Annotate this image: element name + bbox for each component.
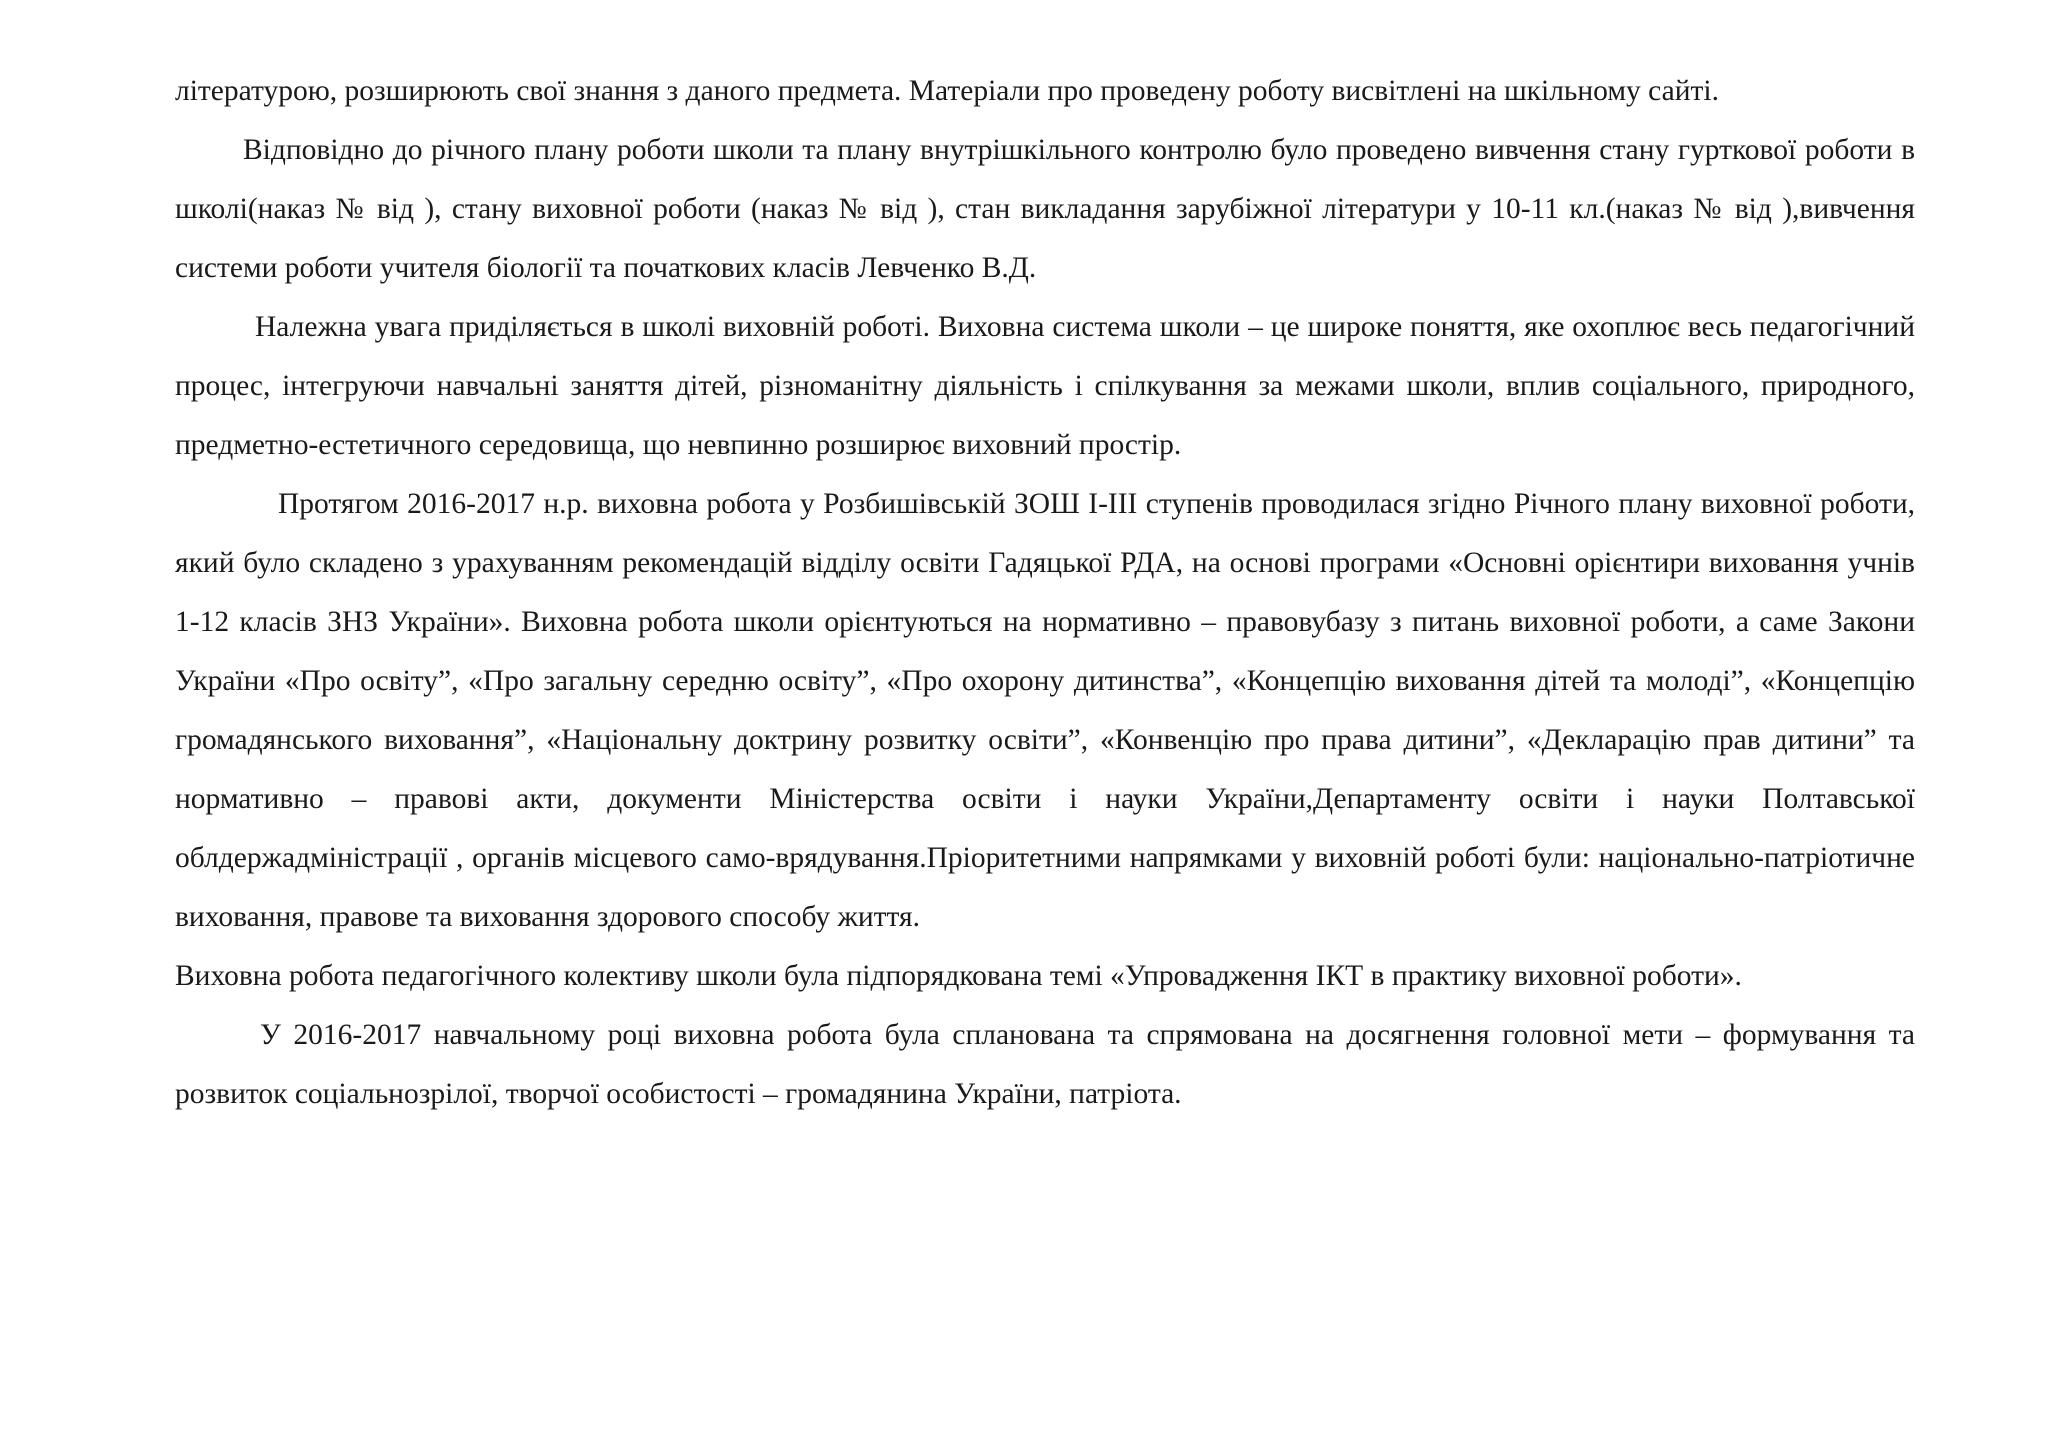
paragraph-6: У 2016-2017 навчальному році виховна робота була спланована та спрямована на досягнення головної мети – формування та розвиток соціальнозрілої, творчої особистості – громадянина України, патріота. bbox=[175, 1019, 1915, 1110]
paragraph-3: Належна увага приділяється в школі виховній роботі. Виховна система школи – це широке поняття, яке охоплює весь педагогічний процес, інтегруючи навчальні заняття дітей, різноманітну діяльність і спілкування за межами школи, вплив соціального, природного, предметно-естетичного середовища, що невпинно розширює виховний простір. bbox=[175, 311, 1915, 461]
paragraph-4: Протягом 2016-2017 н.р. виховна робота у Розбишівській ЗОШ І-ІІІ ступенів проводилася згідно Річного плану виховної роботи, який було складено з урахуванням рекомендацій відділу освіти Гадяцької РДА, на основі програми «Основні орієнтири виховання учнів 1-12 класів ЗНЗ України». Виховна робота школи орієнтуються на нормативно – правовубазу з питань виховної роботи, а саме Закони України «Про освіту”, «Про загальну середню освіту”, «Про охорону дитинства”, «Концепцію виховання дітей та молоді”, «Концепцію громадянського виховання”, «Національну доктрину розвитку освіти”, «Конвенцію про права дитини”, «Декларацію прав дитини” та нормативно – правові акти, документи Міністерства освіти і науки України,Департаменту освіти і науки Полтавської облдержадміністрації , органів місцевого само-врядування.Пріоритетними напрямками у виховній роботі були: національно-патріотичне виховання, правове та виховання здорового способу життя. bbox=[175, 488, 1915, 933]
paragraph-5: Виховна робота педагогічного колективу школи була підпорядкована темі «Упровадження ІКТ в практику виховної роботи». bbox=[175, 960, 1742, 992]
document-body bbox=[175, 62, 1915, 1124]
paragraph-2: Відповідно до річного плану роботи школи та плану внутрішкільного контролю було проведено вивчення стану гурткової роботи в школі(наказ № від ), стану виховної роботи (наказ № від ), стан викладання зарубіжної літератури у 10-11 кл.(наказ № від ),вивчення системи роботи учителя біології та початкових класів Левченко В.Д. bbox=[175, 134, 1915, 284]
paragraph-1: літературою, розширюють свої знання з даного предмета. Матеріали про проведену роботу висвітлені на шкільному сайті. bbox=[175, 75, 1719, 107]
